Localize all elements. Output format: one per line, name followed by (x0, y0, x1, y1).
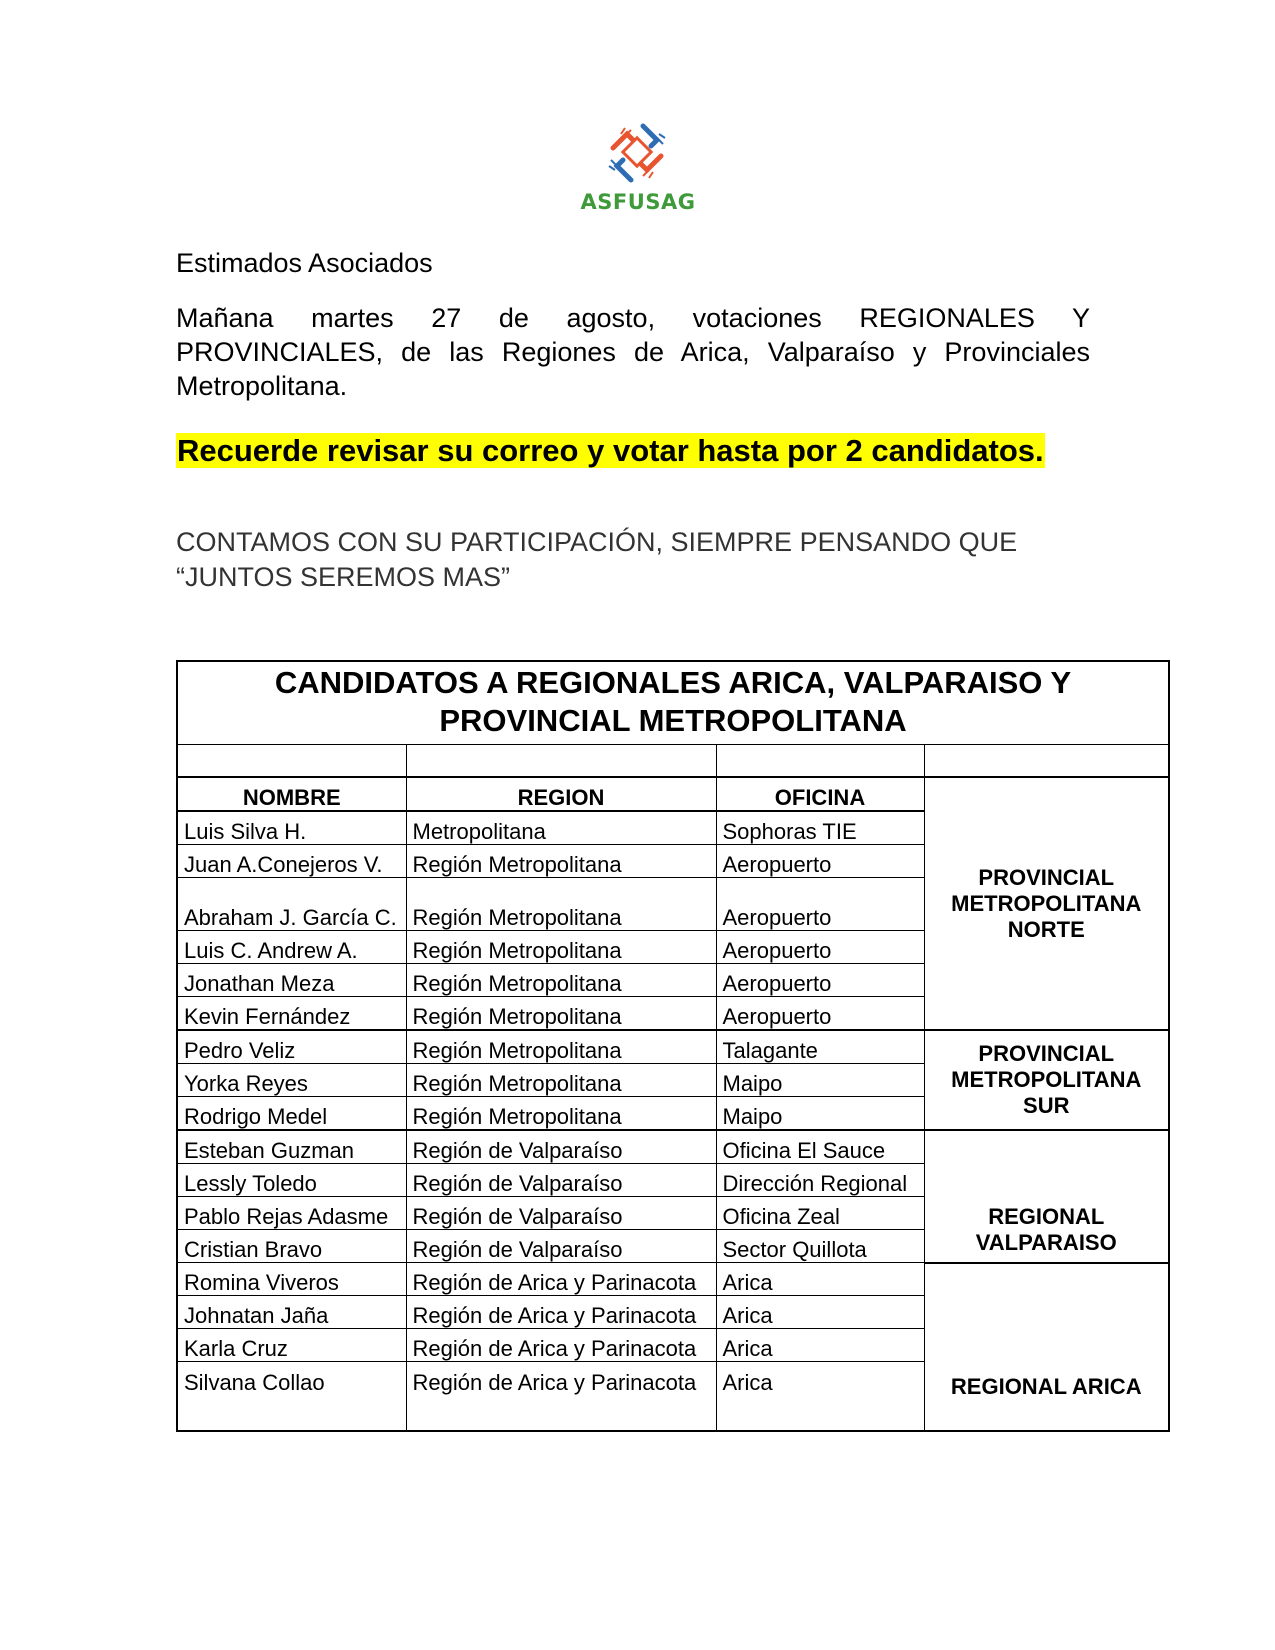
closing-line-1: CONTAMOS CON SU PARTICIPACIÓN, SIEMPRE PENSANDO QUE (176, 527, 1018, 557)
closing-message (176, 525, 1126, 595)
cell-region: Región de Arica y Parinacota (406, 1296, 716, 1329)
group-regional-arica: REGIONAL ARICA (924, 1263, 1169, 1432)
cell-oficina: Sector Quillota (716, 1230, 924, 1263)
cell-nombre: Luis Silva H. (177, 811, 406, 845)
announcement-paragraph: Mañana martes 27 de agosto, votaciones REGIONALES Y PROVINCIALES, de las Regiones de Arica, Valparaíso y Provinciales Metropolitana. (176, 303, 1090, 401)
header-region: REGION (406, 777, 716, 811)
header-nombre: NOMBRE (177, 777, 406, 811)
logo-text: ASFUSAG (580, 190, 696, 214)
cell-region: Región de Arica y Parinacota (406, 1263, 716, 1296)
cell-nombre: Esteban Guzman (177, 1130, 406, 1164)
cell-region: Región de Arica y Parinacota (406, 1329, 716, 1362)
cell-region: Región Metropolitana (406, 964, 716, 997)
cell-oficina: Arica (716, 1263, 924, 1296)
cell-nombre: Karla Cruz (177, 1329, 406, 1362)
cell-region: Región Metropolitana (406, 1097, 716, 1131)
table-title-line-1: CANDIDATOS A REGIONALES ARICA, VALPARAISO Y (274, 665, 1072, 700)
cell-region: Región de Arica y Parinacota (406, 1362, 716, 1432)
cell-region: Región Metropolitana (406, 845, 716, 878)
highlight-text: Recuerde revisar su correo y votar hasta por 2 candidatos. (177, 433, 1044, 468)
header-oficina: OFICINA (716, 777, 924, 811)
cell-region: Metropolitana (406, 811, 716, 845)
hands-logo-icon (603, 120, 673, 188)
candidates-table (176, 660, 1170, 1432)
empty-cell (716, 745, 924, 778)
greeting: Estimados Asociados (176, 248, 433, 278)
header-row (177, 777, 1169, 811)
cell-region: Región de Valparaíso (406, 1164, 716, 1197)
cell-nombre: Cristian Bravo (177, 1230, 406, 1263)
cell-nombre: Lessly Toledo (177, 1164, 406, 1197)
cell-oficina: Arica (716, 1296, 924, 1329)
cell-oficina: Aeropuerto (716, 878, 924, 931)
cell-region: Región de Valparaíso (406, 1230, 716, 1263)
cell-oficina: Talagante (716, 1030, 924, 1064)
empty-row (177, 745, 1169, 778)
cell-nombre: Pedro Veliz (177, 1030, 406, 1064)
cell-oficina: Aeropuerto (716, 997, 924, 1031)
cell-oficina: Maipo (716, 1064, 924, 1097)
cell-nombre: Luis C. Andrew A. (177, 931, 406, 964)
empty-cell (924, 745, 1169, 778)
cell-region: Región de Valparaíso (406, 1130, 716, 1164)
cell-oficina: Dirección Regional (716, 1164, 924, 1197)
closing-line-2: “JUNTOS SEREMOS MAS” (176, 562, 511, 592)
group-provincial-sur: PROVINCIAL METROPOLITANA SUR (924, 1030, 1169, 1130)
cell-oficina: Arica (716, 1329, 924, 1362)
cell-nombre: Johnatan Jaña (177, 1296, 406, 1329)
cell-region: Región Metropolitana (406, 1064, 716, 1097)
table-title-line-2: PROVINCIAL METROPOLITANA (439, 703, 907, 738)
cell-nombre: Abraham J. García C. (177, 878, 406, 931)
cell-nombre: Kevin Fernández (177, 997, 406, 1031)
group-regional-valparaiso: REGIONAL VALPARAISO (924, 1130, 1169, 1263)
cell-oficina: Aeropuerto (716, 931, 924, 964)
cell-oficina: Aeropuerto (716, 964, 924, 997)
cell-oficina: Oficina Zeal (716, 1197, 924, 1230)
cell-nombre: Romina Viveros (177, 1263, 406, 1296)
cell-oficina: Arica (716, 1362, 924, 1432)
cell-nombre: Pablo Rejas Adasme (177, 1197, 406, 1230)
group-provincial-norte: PROVINCIAL METROPOLITANA NORTE (924, 777, 1169, 1030)
cell-region: Región Metropolitana (406, 878, 716, 931)
cell-nombre: Yorka Reyes (177, 1064, 406, 1097)
table-row (177, 1263, 1169, 1296)
cell-region: Región de Valparaíso (406, 1197, 716, 1230)
cell-oficina: Aeropuerto (716, 845, 924, 878)
cell-nombre: Juan A.Conejeros V. (177, 845, 406, 878)
highlight-reminder (176, 433, 1045, 469)
cell-region: Región Metropolitana (406, 1030, 716, 1064)
empty-cell (177, 745, 406, 778)
table-row (177, 1030, 1169, 1064)
cell-region: Región Metropolitana (406, 931, 716, 964)
cell-nombre: Rodrigo Medel (177, 1097, 406, 1131)
cell-region: Región Metropolitana (406, 997, 716, 1031)
table-title-row (177, 661, 1169, 745)
cell-oficina: Oficina El Sauce (716, 1130, 924, 1164)
cell-nombre: Silvana Collao (177, 1362, 406, 1432)
asfusag-logo (573, 120, 703, 220)
table-title (177, 661, 1169, 745)
cell-oficina: Sophoras TIE (716, 811, 924, 845)
cell-oficina: Maipo (716, 1097, 924, 1131)
cell-nombre: Jonathan Meza (177, 964, 406, 997)
table-row (177, 1130, 1169, 1164)
empty-cell (406, 745, 716, 778)
